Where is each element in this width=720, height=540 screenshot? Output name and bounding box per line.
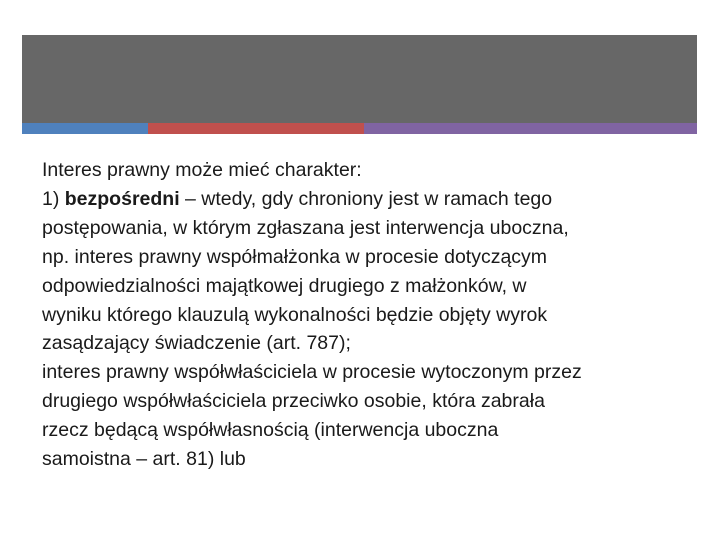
body-line-4: np. interes prawny współmałżonka w procesie dotyczącym — [42, 245, 548, 268]
body-line-2-rest: – wtedy, gdy chroniony jest w ramach tego — [179, 187, 553, 210]
body-line-8: interes prawny współwłaściciela w procesie wytoczonym przez — [42, 361, 582, 384]
body-line-7: zasądzający świadczenie (art. 787); — [42, 332, 351, 355]
body-line-11: samoistna – art. 81) lub — [42, 448, 246, 471]
accent-segment-blue — [22, 123, 148, 134]
body-line-9: drugiego współwłaściciela przeciwko osobie, która zabrała — [42, 390, 545, 413]
body-line-5: odpowiedzialności majątkowej drugiego z małżonków, w — [42, 274, 527, 297]
body-line-2 — [42, 185, 714, 214]
body-line-1: Interes prawny może mieć charakter: — [42, 159, 362, 181]
accent-segment-purple — [364, 123, 697, 134]
slide-body-text — [42, 156, 714, 474]
body-line-6: wyniku którego klauzulą wykonalności będzie objęty wyrok — [42, 303, 548, 326]
body-line-3: postępowania, w którym zgłaszana jest interwencja uboczna, — [42, 216, 569, 239]
bold-term: bezpośredni — [64, 187, 180, 210]
slide-accent-bar — [22, 123, 697, 134]
accent-segment-red — [148, 123, 364, 134]
list-number: 1) — [42, 187, 65, 210]
slide-header-band — [22, 35, 697, 123]
body-line-10: rzecz będącą współwłasnością (interwencja uboczna — [42, 419, 499, 442]
